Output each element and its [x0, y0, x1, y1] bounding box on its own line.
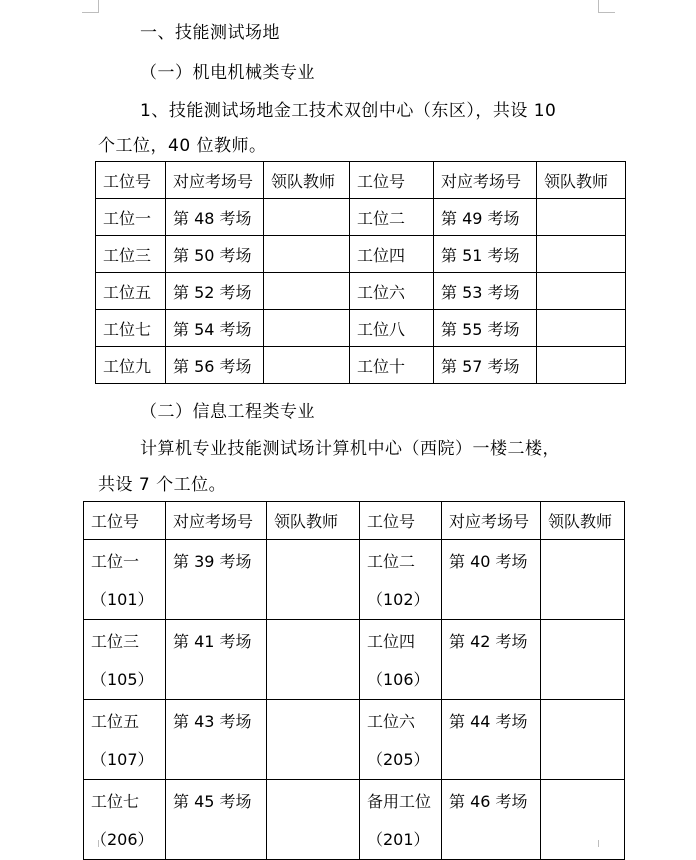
cell-col-exam-room-right: 第 42 考场 [442, 620, 541, 700]
section-heading: 一、技能测试场地 [140, 23, 280, 43]
workstation-name: 工位四 [367, 632, 416, 651]
cell-col-lead-teacher-right [537, 310, 626, 347]
cell-col-exam-room-right: 第 57 考场 [434, 347, 537, 384]
cell-col-workstation-right: 工位八 [350, 310, 434, 347]
cell-col-workstation: 工位七 [96, 310, 166, 347]
table-row [96, 347, 626, 384]
cell-col-lead-teacher [264, 310, 350, 347]
workstation-room: （206） [91, 830, 154, 849]
cell-col-lead-teacher-right [541, 780, 625, 860]
cell-col-lead-teacher-right [537, 347, 626, 384]
header-cell-col-exam-room-right: 对应考场号 [442, 502, 541, 540]
cell-col-lead-teacher-right [541, 540, 625, 620]
cell-col-workstation-right: 工位六 [350, 273, 434, 310]
cell-col-workstation-right: 工位二 [350, 199, 434, 236]
subsection-heading-mechanical: （一）机电机械类专业 [140, 63, 315, 83]
cell-col-exam-room: 第 45 考场 [166, 780, 267, 860]
header-cell-col-exam-room: 对应考场号 [166, 502, 267, 540]
workstation-table-mechanical [95, 161, 626, 384]
header-cell-col-lead-teacher: 领队教师 [267, 502, 360, 540]
cell-col-lead-teacher-right [541, 620, 625, 700]
cell-col-workstation: 工位三 [96, 236, 166, 273]
workstation-room: （201） [367, 830, 430, 849]
table-row [84, 620, 625, 700]
table-row [96, 236, 626, 273]
header-cell-col-exam-room-right: 对应考场号 [434, 162, 537, 199]
cell-col-workstation-right [360, 780, 442, 860]
cell-col-lead-teacher [267, 700, 360, 780]
subsection-heading-information: （二）信息工程类专业 [140, 402, 315, 422]
header-cell-col-workstation-right: 工位号 [350, 162, 434, 199]
cell-col-lead-teacher [264, 347, 350, 384]
workstation-room: （101） [91, 590, 154, 609]
workstation-name: 工位一 [91, 552, 140, 571]
workstation-table-information [83, 501, 625, 860]
header-cell-col-workstation-right: 工位号 [360, 502, 442, 540]
paragraph-mechanical-line1: 1、技能测试场地金工技术双创中心（东区），共设 10 [140, 101, 557, 121]
header-cell-col-workstation: 工位号 [84, 502, 166, 540]
cell-col-exam-room-right: 第 46 考场 [442, 780, 541, 860]
workstation-room: （205） [367, 750, 430, 769]
cell-col-workstation: 工位五 [96, 273, 166, 310]
cell-col-workstation-right: 工位四 [350, 236, 434, 273]
header-cell-col-lead-teacher-right: 领队教师 [537, 162, 626, 199]
cell-col-workstation: 工位一 [96, 199, 166, 236]
table-row [96, 310, 626, 347]
paragraph-mechanical-line2: 个工位，40 位教师。 [98, 136, 267, 156]
cell-col-exam-room: 第 56 考场 [166, 347, 264, 384]
page-corner-mark-top-right [598, 0, 615, 13]
table-row [84, 700, 625, 780]
cell-col-exam-room-right: 第 51 考场 [434, 236, 537, 273]
cell-col-lead-teacher-right [541, 700, 625, 780]
header-cell-col-lead-teacher: 领队教师 [264, 162, 350, 199]
cell-col-lead-teacher-right [537, 199, 626, 236]
page-corner-mark-top-left [82, 0, 99, 13]
cell-col-exam-room: 第 41 考场 [166, 620, 267, 700]
cell-col-lead-teacher [264, 236, 350, 273]
cell-col-workstation-right [360, 540, 442, 620]
cell-col-lead-teacher-right [537, 273, 626, 310]
header-cell-col-lead-teacher-right: 领队教师 [541, 502, 625, 540]
cell-col-workstation-right [360, 620, 442, 700]
cell-col-exam-room: 第 43 考场 [166, 700, 267, 780]
workstation-name: 工位二 [367, 552, 416, 571]
cell-col-workstation [84, 780, 166, 860]
cell-col-exam-room: 第 39 考场 [166, 540, 267, 620]
cell-col-lead-teacher [267, 780, 360, 860]
workstation-name: 工位七 [91, 792, 140, 811]
cell-col-workstation: 工位九 [96, 347, 166, 384]
workstation-name: 备用工位 [367, 792, 432, 811]
cell-col-exam-room-right: 第 44 考场 [442, 700, 541, 780]
cell-col-lead-teacher [264, 273, 350, 310]
table-row [84, 540, 625, 620]
paragraph-information-line1: 计算机专业技能测试场计算机中心（西院）一楼二楼， [140, 439, 560, 459]
cell-col-workstation-right [360, 700, 442, 780]
workstation-name: 工位五 [91, 712, 140, 731]
workstation-name: 工位六 [367, 712, 416, 731]
table-row [96, 199, 626, 236]
cell-col-exam-room: 第 50 考场 [166, 236, 264, 273]
table-header-row [84, 502, 625, 540]
cell-col-workstation-right: 工位十 [350, 347, 434, 384]
cell-col-exam-room-right: 第 40 考场 [442, 540, 541, 620]
workstation-room: （105） [91, 670, 154, 689]
table-row [84, 780, 625, 860]
cell-col-exam-room: 第 48 考场 [166, 199, 264, 236]
paragraph-information-line2: 共设 7 个工位。 [98, 475, 227, 495]
cell-col-exam-room-right: 第 49 考场 [434, 199, 537, 236]
header-cell-col-exam-room: 对应考场号 [166, 162, 264, 199]
cell-col-exam-room: 第 54 考场 [166, 310, 264, 347]
cell-col-exam-room-right: 第 55 考场 [434, 310, 537, 347]
cell-col-workstation [84, 540, 166, 620]
cell-col-exam-room-right: 第 53 考场 [434, 273, 537, 310]
cell-col-lead-teacher [267, 620, 360, 700]
cell-col-lead-teacher-right [537, 236, 626, 273]
table-row [96, 273, 626, 310]
workstation-room: （106） [367, 670, 430, 689]
workstation-room: （102） [367, 590, 430, 609]
cell-col-lead-teacher [264, 199, 350, 236]
cell-col-exam-room: 第 52 考场 [166, 273, 264, 310]
workstation-name: 工位三 [91, 632, 140, 651]
header-cell-col-workstation: 工位号 [96, 162, 166, 199]
cell-col-lead-teacher [267, 540, 360, 620]
cell-col-workstation [84, 620, 166, 700]
table-header-row [96, 162, 626, 199]
cell-col-workstation [84, 700, 166, 780]
workstation-room: （107） [91, 750, 154, 769]
